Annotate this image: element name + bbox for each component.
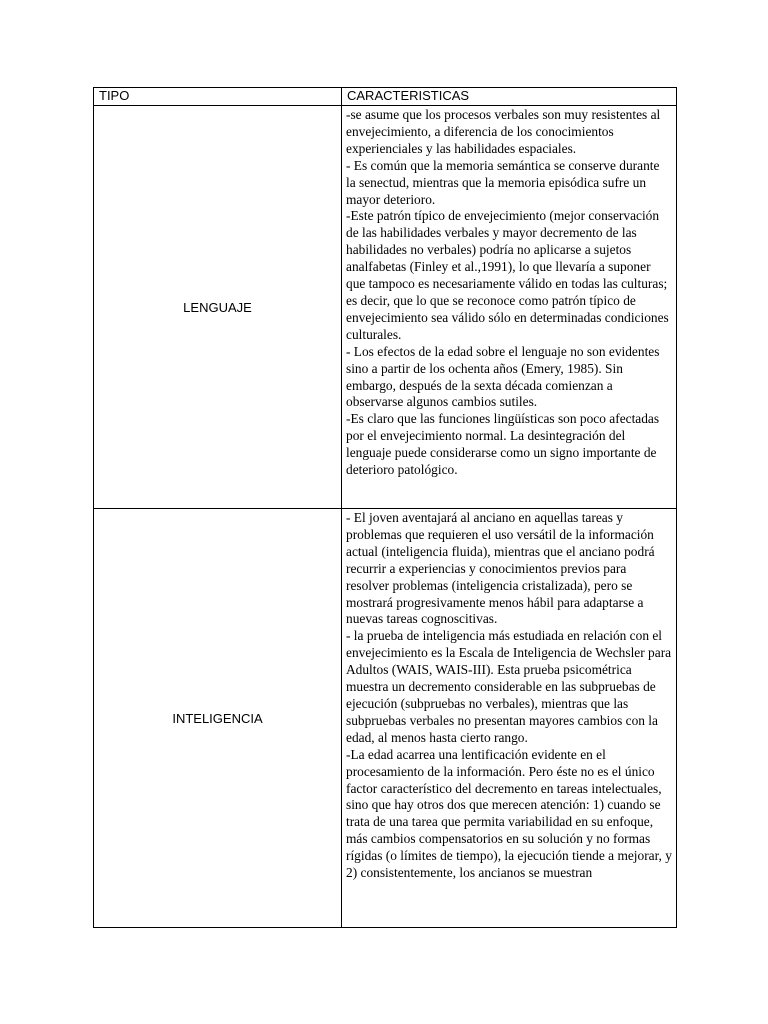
- characteristics-table: [93, 87, 677, 928]
- tipo-cell-lenguaje: LENGUAJE: [94, 106, 342, 509]
- header-caracteristicas: CARACTERISTICAS: [342, 88, 677, 106]
- characteristics-cell-lenguaje: [342, 106, 677, 509]
- table-header-row: [94, 88, 677, 106]
- characteristic-paragraph: - El joven aventajará al anciano en aquellas tareas y problemas que requieren el uso versátil de la información actual (inteligencia fluida), mientras que el anciano podrá recurrir a experiencias y conocimientos previos para resolver problemas (inteligencia cristalizada), pero se mostrará progresivamente menos hábil para adaptarse a nuevas tareas cognoscitivas.: [346, 510, 655, 627]
- characteristic-paragraph: -se asume que los procesos verbales son muy resistentes al envejecimiento, a diferencia de los conocimientos experienciales y las habilidades espaciales.: [346, 107, 661, 156]
- characteristic-paragraph: -Es claro que las funciones lingüísticas son poco afectadas por el envejecimiento normal. La desintegración del lenguaje puede considerarse como un signo importante de deterioro patológico.: [346, 411, 660, 478]
- header-tipo: TIPO: [94, 88, 342, 106]
- table-row-inteligencia: [94, 509, 677, 928]
- characteristic-paragraph: - Los efectos de la edad sobre el lenguaje no son evidentes sino a partir de los ochenta años (Emery, 1985). Sin embargo, después de la sexta década comienzan a observarse algunos cambios sutiles.: [346, 343, 660, 410]
- characteristic-paragraph: -Este patrón típico de envejecimiento (mejor conservación de las habilidades verbales y mayor decremento de las habilidades no verbales) podría no aplicarse a sujetos analfabetas (Finley et al.,1991), lo que llevaría a suponer que tampoco es necesariamente válido en todas las culturas; es decir, que lo que se reconoce como patrón típico de envejecimiento sea válido sólo en determinadas condiciones culturales.: [346, 208, 669, 342]
- table-row-lenguaje: [94, 106, 677, 509]
- characteristic-paragraph: - la prueba de inteligencia más estudiada en relación con el envejecimiento es la Escala de Inteligencia de Wechsler para Adultos (WAIS, WAIS-III). Esta prueba psicométrica muestra un decremento considerable en las subpruebas de ejecución (subpruebas no verbales), mientras que las subpruebas verbales no presentan mayores cambios con la edad, al menos hasta cierto rango.: [346, 628, 672, 745]
- characteristics-cell-inteligencia: [342, 509, 677, 928]
- characteristic-paragraph: - Es común que la memoria semántica se conserve durante la senectud, mientras que la memoria episódica sufre un mayor deterioro.: [346, 157, 660, 207]
- tipo-cell-inteligencia: INTELIGENCIA: [94, 509, 342, 928]
- characteristic-paragraph: -La edad acarrea una lentificación evidente en el procesamiento de la información. Pero éste no es el único factor característico del decremento en tareas intelectuales, sino que hay otros dos que merecen atención: 1) cuando se trata de una tarea que permita variabilidad en su enfoque, más cambios compensatorios en su solución y no formas rígidas (o límites de tiempo), la ejecución tiende a mejorar, y 2) consistentemente, los ancianos se muestran: [346, 746, 672, 881]
